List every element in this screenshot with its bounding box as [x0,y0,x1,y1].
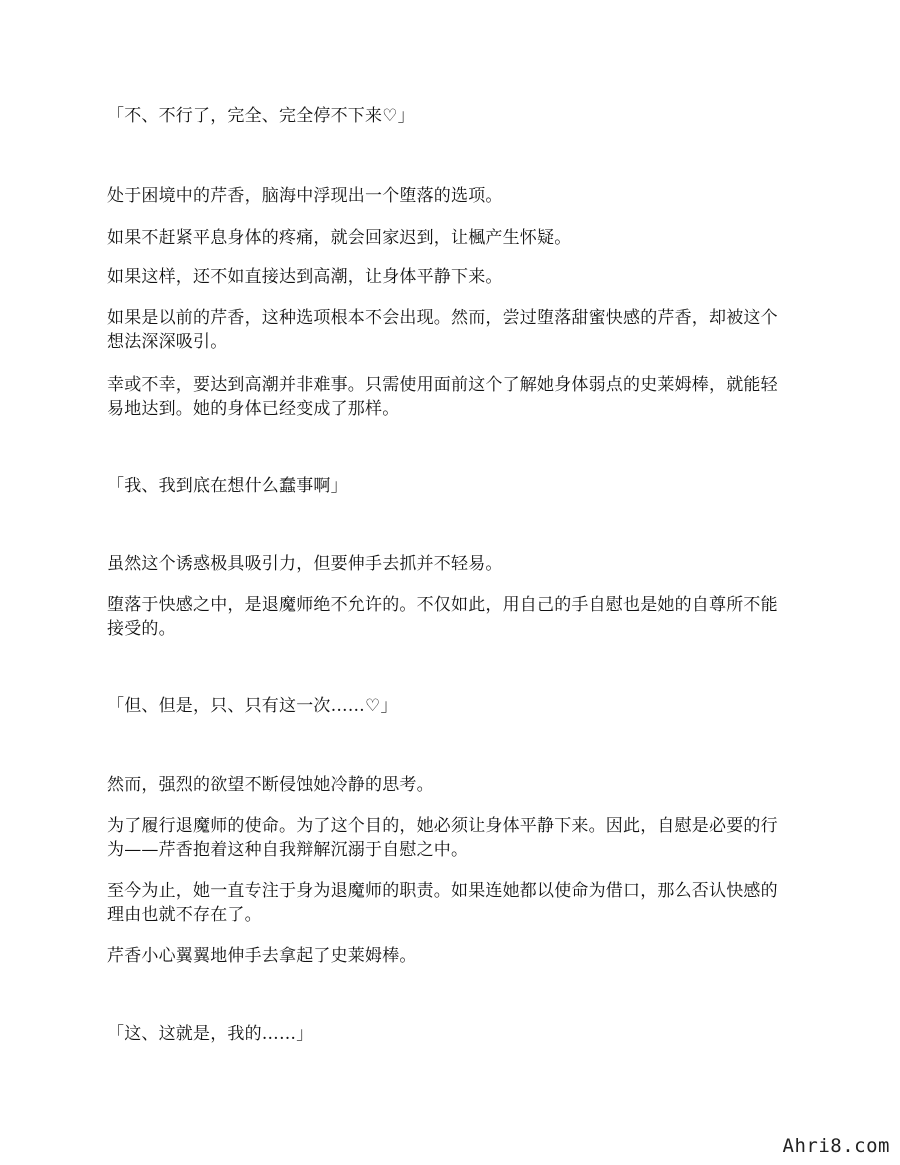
paragraph-line: 理由也就不存在了。 [107,905,262,925]
paragraph-line: 堕落于快感之中，是退魔师绝不允许的。不仅如此，用自己的手自慰也是她的自尊所不能 [107,595,778,615]
paragraph-line: 然而，强烈的欲望不断侵蚀她冷静的思考。 [107,775,434,795]
dialogue-line: 「我、我到底在想什么蠢事啊」 [107,476,348,496]
dialogue-line: 「这、这就是，我的……」 [107,1024,314,1044]
dialogue-line: 「但、但是，只、只有这一次……♡」 [107,696,398,716]
paragraph-line: 处于困境中的芹香，脑海中浮现出一个堕落的选项。 [107,186,503,206]
paragraph-line: 为了履行退魔师的使命。为了这个目的，她必须让身体平静下来。因此，自慰是必要的行 [107,816,778,836]
paragraph-line: 易地达到。她的身体已经变成了那样。 [107,399,400,419]
paragraph-line: 如果不赶紧平息身体的疼痛，就会回家迟到，让楓产生怀疑。 [107,228,572,248]
paragraph-line: 虽然这个诱惑极具吸引力，但要伸手去抓并不轻易。 [107,554,503,574]
paragraph-line: 芹香小心翼翼地伸手去拿起了史莱姆棒。 [107,946,417,966]
paragraph-line: 至今为止，她一直专注于身为退魔师的职责。如果连她都以使命为借口，那么否认快感的 [107,881,778,901]
paragraph-line: 幸或不幸，要达到高潮并非难事。只需使用面前这个了解她身体弱点的史莱姆棒，就能轻 [107,375,778,395]
dialogue-line: 「不、不行了，完全、完全停不下来♡」 [107,106,415,126]
paragraph-line: 接受的。 [107,619,176,639]
paragraph-line: 为——芹香抱着这种自我辩解沉溺于自慰之中。 [107,840,469,860]
paragraph-line: 如果这样，还不如直接达到高潮，让身体平静下来。 [107,267,503,287]
paragraph-line: 想法深深吸引。 [107,332,228,352]
paragraph-line: 如果是以前的芹香，这种选项根本不会出现。然而，尝过堕落甜蜜快感的芹香，却被这个 [107,308,778,328]
watermark-text: Ahri8.com [782,1135,890,1157]
